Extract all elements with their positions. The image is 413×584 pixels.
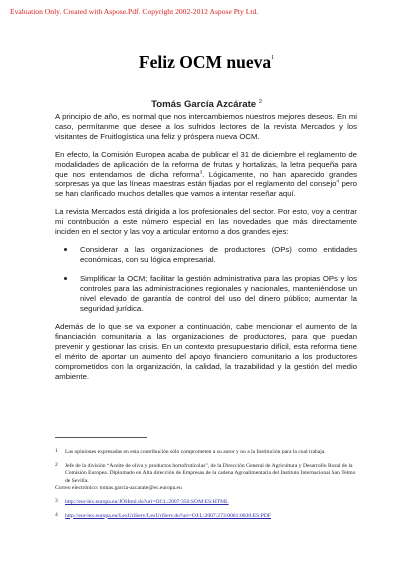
- axes-list: [55, 245, 357, 313]
- paragraph-regulation-part-a: En efecto, la Comisión Europea acaba de publicar el 31 de diciembre el reglamento de modalidades de aplicación de la reforma de frutas y hortalizas, la letra pequeña para que nos entendamos de dicha reforma: [55, 149, 357, 179]
- footnote-1-text: Las opiniones expresadas en esta contribución sólo comprometen a su autor y no a la Institución para la cual trabaja.: [65, 449, 326, 455]
- footnote-3-link[interactable]: http://eur-lex.europa.eu/JOHtml.do?uri=OJ:L:2007:350:SOM:ES:HTML: [65, 498, 229, 505]
- footnote-2: [55, 463, 359, 486]
- author-footnote-ref[interactable]: 2: [258, 99, 262, 105]
- paragraph-audience: La revista Mercados está dirigida a los profesionales del sector. Por esto, voy a centrar mi contribución a este número especial en las novedades que más directamente inciden en el sector y las voy a articular entorno a dos grandes ejes:: [55, 207, 357, 237]
- footnote-4-link[interactable]: http://eur-lex.europa.eu/LexUriServ/LexUriServ.do?uri=OJ:L:2007:273:0001:0030:ES:PDF: [65, 512, 272, 519]
- footnote-1: [55, 449, 359, 457]
- document-title: [0, 52, 413, 73]
- footnote-separator: [55, 437, 147, 438]
- article-body: [55, 112, 357, 390]
- author-name: [0, 99, 413, 110]
- footnote-2-number: 2: [55, 461, 58, 468]
- footnote-3: [55, 499, 359, 507]
- author-text: Tomás García Azcárate: [151, 99, 257, 111]
- title-text: Feliz OCM nueva: [138, 52, 272, 72]
- footnote-ref-4[interactable]: 4: [336, 178, 340, 184]
- paragraph-regulation: [55, 150, 357, 200]
- footnote-4-number: 4: [55, 511, 58, 518]
- footnote-ref-3[interactable]: 3: [199, 168, 203, 174]
- footnote-2-text: Jefe de la división “Aceite de oliva y productos hortofrutícolas”, de la Dirección General de Agricultura y Desarrollo Rural de la Comisión Europea. Diplomado en Alta dirección de Empresas de la cadena Agroalimentaria del Instituto Internacional San Telmo de Sevilla.: [65, 462, 356, 484]
- footnote-3-number: 3: [55, 497, 58, 504]
- title-footnote-ref[interactable]: 1: [271, 55, 275, 61]
- evaluation-watermark: Evaluation Only. Created with Aspose.Pdf. Copyright 2002-2012 Aspose Pty Ltd.: [10, 7, 259, 16]
- paragraph-intro: A principio de año, es normal que nos intercambiemos nuestros mejores deseos. En mi caso, permítanme que desee a los sufridos lectores de la revista Mercados y los visitantes de Fruitlogística una feliz y próspera nueva OCM.: [55, 112, 357, 141]
- paragraph-regulation-part-b: . Lógicamente, no han aparecido grandes sorpresas ya que las líneas maestras están fijadas por el reglamento del consejo: [55, 169, 358, 189]
- footnote-1-number: 1: [55, 448, 58, 454]
- paragraph-financing: Además de lo que se va exponer a continuación, cabe mencionar el aumento de la financiación comunitaria a las organizaciones de productores, para que puedan prevenir y gestionar las crisis. En un contexto presupuestario difícil, esta reforma tiene el mérito de aportar un aumento del apoyo financiero comunitario a los productores comprometidos con la organización, la calidad, la trazabilidad y la gestión del medio ambiente.: [55, 322, 357, 381]
- list-item-simplify-ocm: Simplificar la OCM; facilitar la gestión administrativa para las propias OPs y los controles para las administraciones regionales y nacionales, manteniéndose un nivel elevado de garantía de control del uso del dinero público; aumentar la seguridad jurídica.: [80, 273, 357, 313]
- footnotes: [55, 449, 359, 526]
- footnote-4: [55, 513, 359, 521]
- paragraph-regulation-part-c: pero se han clarificado muchos detalles que vamos a intentar reseñar aquí.: [55, 179, 357, 199]
- author-email: Correo electrónico: tomas.garcia-azcarate@ec.europa.eu: [55, 485, 182, 492]
- list-item-producer-organizations: Considerar a las organizaciones de productores (OPs) como entidades económicas, con su lógica empresarial.: [80, 244, 357, 264]
